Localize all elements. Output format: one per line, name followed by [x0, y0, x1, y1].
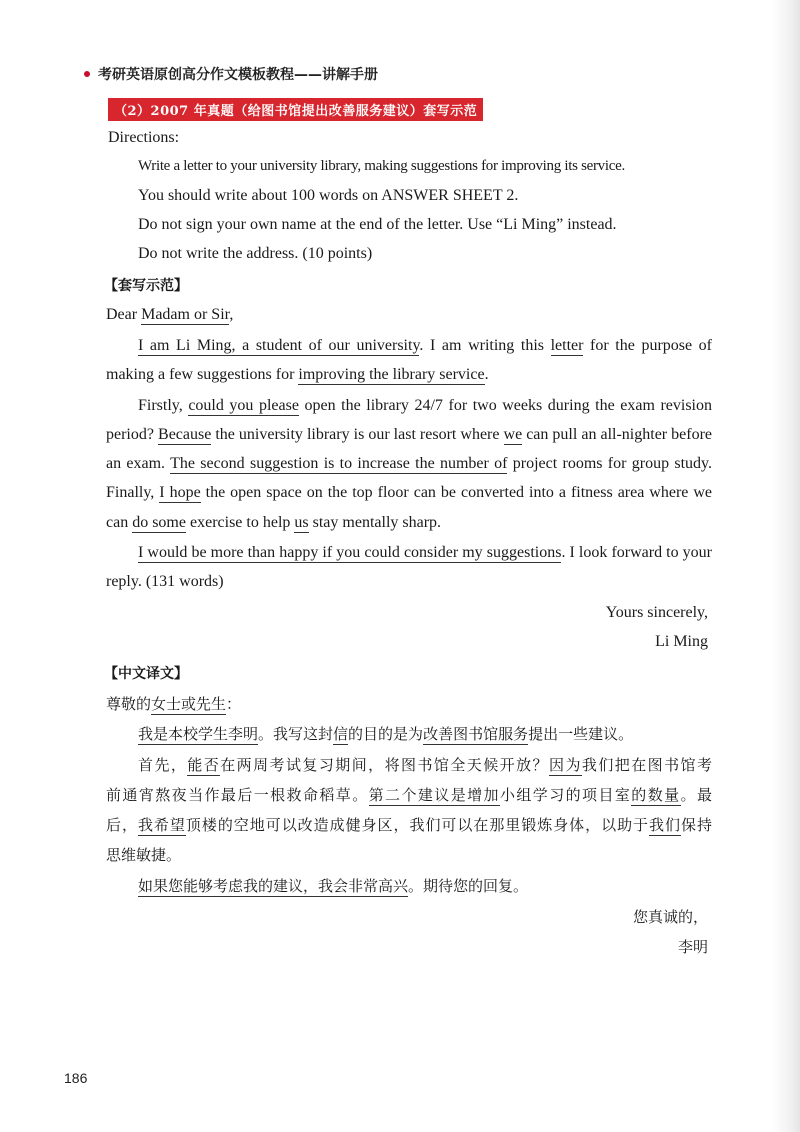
underlined-phrase: could you please [188, 397, 299, 414]
directions-line: Do not sign your own name at the end of the letter. Use “Li Ming” instead. [138, 216, 617, 233]
underlined-phrase: 信 [333, 725, 349, 743]
salutation-text: Dear [106, 306, 142, 323]
running-header [84, 64, 378, 84]
body-text: 尊敬的 [106, 695, 152, 713]
underlined-phrase: we [503, 426, 523, 443]
body-text: 首先， [138, 756, 188, 774]
body-text: open the library 24/7 for two weeks during the exam revision [298, 397, 712, 414]
body-text: 顶楼的空地可以改造成健身区，我们可以在那里锻炼身体，以助于 [185, 816, 650, 834]
body-text: 提出一些建议。 [528, 725, 634, 743]
translation-line [138, 875, 528, 896]
underlined-phrase: 因为 [549, 756, 582, 774]
paragraph-line [106, 514, 441, 532]
directions-line: Write a letter to your university library, making suggestions for improving its service. [138, 158, 625, 174]
body-text: an exam. [106, 455, 171, 472]
translation-label: 【中文译文】 [104, 666, 188, 682]
paragraph-line [106, 426, 712, 444]
body-text: 我们把在图书馆考 [581, 756, 712, 774]
underlined-phrase: 第二个建议是增加 [368, 786, 500, 804]
underlined-phrase: 如果您能够考虑我的建议，我会非常高兴 [138, 877, 409, 895]
underlined-phrase: 能否 [187, 756, 221, 774]
underlined-phrase: I am Li Ming, a student of our university [138, 337, 420, 354]
underlined-phrase: 女士或先生 [151, 695, 227, 713]
body-text: ： [226, 695, 242, 713]
translation-line [106, 814, 712, 835]
body-text: 保持 [681, 816, 712, 834]
paragraph-line [106, 455, 712, 473]
body-text: stay mentally sharp. [308, 514, 442, 531]
body-text: 小组学习的项目室 [499, 786, 632, 804]
underlined-phrase: I hope [159, 484, 201, 501]
translation-signature: 李明 [677, 938, 708, 956]
sample-label: 【套写示范】 [104, 278, 188, 294]
underlined-phrase: us [294, 514, 309, 531]
underlined-phrase: 的数量 [631, 786, 681, 804]
body-text: . I am writing this [419, 337, 551, 354]
underlined-phrase: do some [132, 514, 186, 531]
body-text: can pull an all-nighter before [522, 426, 713, 443]
body-text: 后， [106, 816, 138, 834]
paragraph-line [138, 337, 712, 355]
body-text: exercise to help [185, 514, 295, 531]
body-text: can [106, 514, 133, 531]
body-text: period? [106, 426, 159, 443]
paragraph-line [138, 544, 712, 562]
body-text: project rooms for group study. [507, 455, 712, 472]
translation-line [138, 754, 712, 775]
underlined-phrase: 我们 [649, 816, 681, 834]
letter-closing: Yours sincerely, [605, 604, 708, 621]
body-text: Firstly, [138, 397, 189, 414]
paragraph-line [138, 397, 712, 415]
underlined-phrase: improving the library service [298, 366, 485, 383]
body-text: 在两周考试复习期间，将图书馆全天候开放？ [220, 756, 549, 774]
translation-salutation [106, 693, 241, 714]
salutation-text: , [229, 306, 234, 323]
body-text: 。期待您的回复。 [408, 877, 529, 895]
underlined-phrase: Madam or Sir [141, 306, 230, 323]
body-text: . I look forward to your [561, 544, 713, 561]
body-text: 。最 [680, 786, 712, 804]
paragraph-line [106, 366, 489, 384]
header-title: 考研英语原创高分作文模板教程——讲解手册 [98, 67, 378, 83]
body-text: 的目的是为 [348, 725, 424, 743]
body-text: making a few suggestions for [106, 366, 299, 383]
translation-line [138, 723, 633, 744]
body-text: the university library is our last resort where [211, 426, 504, 443]
translation-closing: 您真诚的， [632, 908, 708, 926]
directions-line: Do not write the address. (10 points) [138, 245, 373, 262]
letter-salutation [106, 306, 233, 324]
underlined-phrase: 改善图书馆服务 [423, 725, 529, 743]
paragraph-line: reply. (131 words) [106, 573, 224, 590]
body-text: for the purpose of [583, 337, 713, 354]
header-bullet-icon [84, 71, 90, 77]
directions-heading: Directions: [108, 129, 180, 146]
page-number: 186 [64, 1070, 88, 1086]
translation-line [106, 784, 712, 805]
underlined-phrase: 我是本校学生李明 [138, 725, 259, 743]
page-edge-shadow [772, 0, 800, 1132]
body-text: 前通宵熬夜当作最后一根救命稻草。 [106, 786, 369, 804]
underlined-phrase: Because [158, 426, 212, 443]
body-text: the open space on the top floor can be converted into a fitness area where we [200, 484, 713, 501]
body-text: Finally, [106, 484, 160, 501]
section-title-banner: （2）2007 年真题（给图书馆提出改善服务建议）套写示范 [108, 98, 483, 121]
body-text: . [484, 366, 489, 383]
underlined-phrase: I would be more than happy if you could consider my suggestions [138, 544, 562, 561]
directions-line: You should write about 100 words on ANSWER SHEET 2. [138, 187, 519, 204]
underlined-phrase: 我希望 [137, 816, 186, 834]
paragraph-line [106, 484, 712, 502]
underlined-phrase: The second suggestion is to increase the number of [170, 455, 508, 472]
translation-line: 思维敏捷。 [106, 846, 182, 864]
body-text: 。我写这封 [258, 725, 334, 743]
underlined-phrase: letter [550, 337, 584, 354]
letter-signature: Li Ming [655, 633, 708, 650]
